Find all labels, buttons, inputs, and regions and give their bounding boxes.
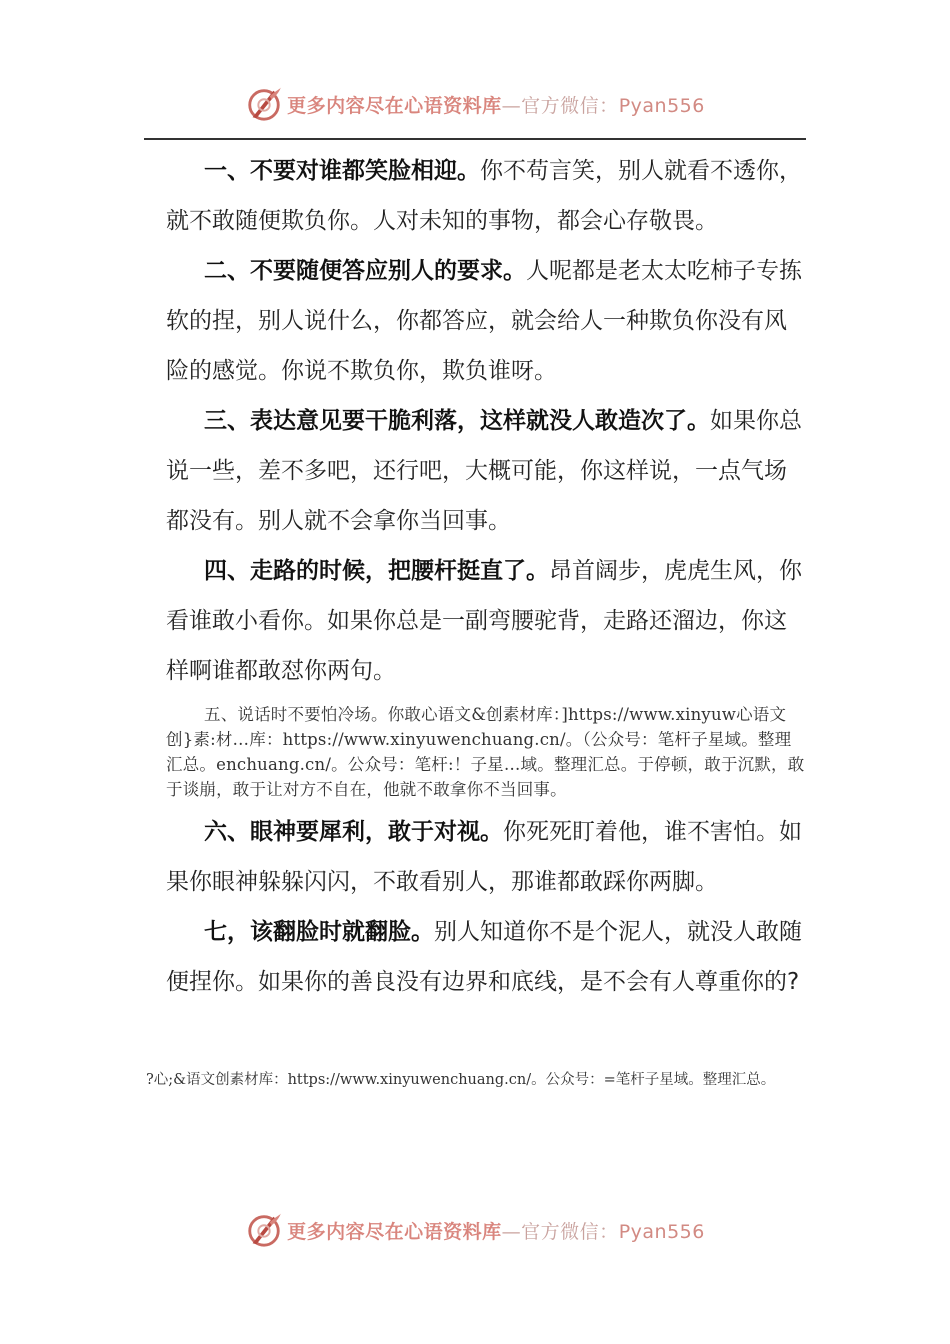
quill-logo-icon <box>245 1211 283 1249</box>
paragraph-4: 四、走路的时候，把腰杆挺直了。昂首阔步，虎虎生风，你看谁敢小看你。如果你总是一副弯腰驼背，走路还溜边，你这样啊谁都敢怼你两句。 <box>166 558 802 684</box>
header-banner-text: 更多内容尽在心语资料库—官方微信：Pyan556 <box>287 94 705 117</box>
header-banner <box>0 82 950 126</box>
quill-logo-icon <box>245 85 283 123</box>
paragraph-1: 一、不要对谁都笑脸相迎。你不苟言笑，别人就看不透你，就不敢随便欺负你。人对未知的事物，都会心存敬畏。 <box>166 158 802 234</box>
paragraph-5: 五、说话时不要怕冷场。你敢心语文&创素材库：]https://www.xinyuw心语文创}素:材…库：https://www.xinyuwenchuang.cn/。（公众号：笔杆子星域。整理汇总。enchuang.cn/。公众号：笔杆:！子星…域。整理汇总。于停顿，敢于沉默，敢于谈崩，敢于让对方不自在，他就不敢拿你不当回事。 <box>166 705 805 799</box>
article-body <box>166 146 806 1007</box>
paragraph-3: 三、表达意见要干脆利落，这样就没人敢造次了。如果你总说一些，差不多吧，还行吧，大概可能，你这样说，一点气场都没有。别人就不会拿你当回事。 <box>166 408 802 534</box>
paragraph-6: 六、眼神要犀利，敢于对视。你死死盯着他，谁不害怕。如果你眼神躲躲闪闪，不敢看别人，那谁都敢踩你两脚。 <box>166 819 802 895</box>
paragraph-7: 七，该翻脸时就翻脸。别人知道你不是个泥人，就没人敢随便捏你。如果你的善良没有边界和底线，是不会有人尊重你的? <box>166 919 802 995</box>
footer-banner <box>0 1208 950 1252</box>
paragraph-2: 二、不要随便答应别人的要求。人呢都是老太太吃柿子专拣软的捏，别人说什么，你都答应，就会给人一种欺负你没有风险的感觉。你说不欺负你，欺负谁呀。 <box>166 258 802 384</box>
header-divider <box>144 138 806 140</box>
source-note: ?心;&语文创素材库：https://www.xinyuwenchuang.cn/。公众号：=笔杆子星域。整理汇总。 <box>146 1072 776 1088</box>
footer-banner-text: 更多内容尽在心语资料库—官方微信：Pyan556 <box>287 1220 705 1243</box>
